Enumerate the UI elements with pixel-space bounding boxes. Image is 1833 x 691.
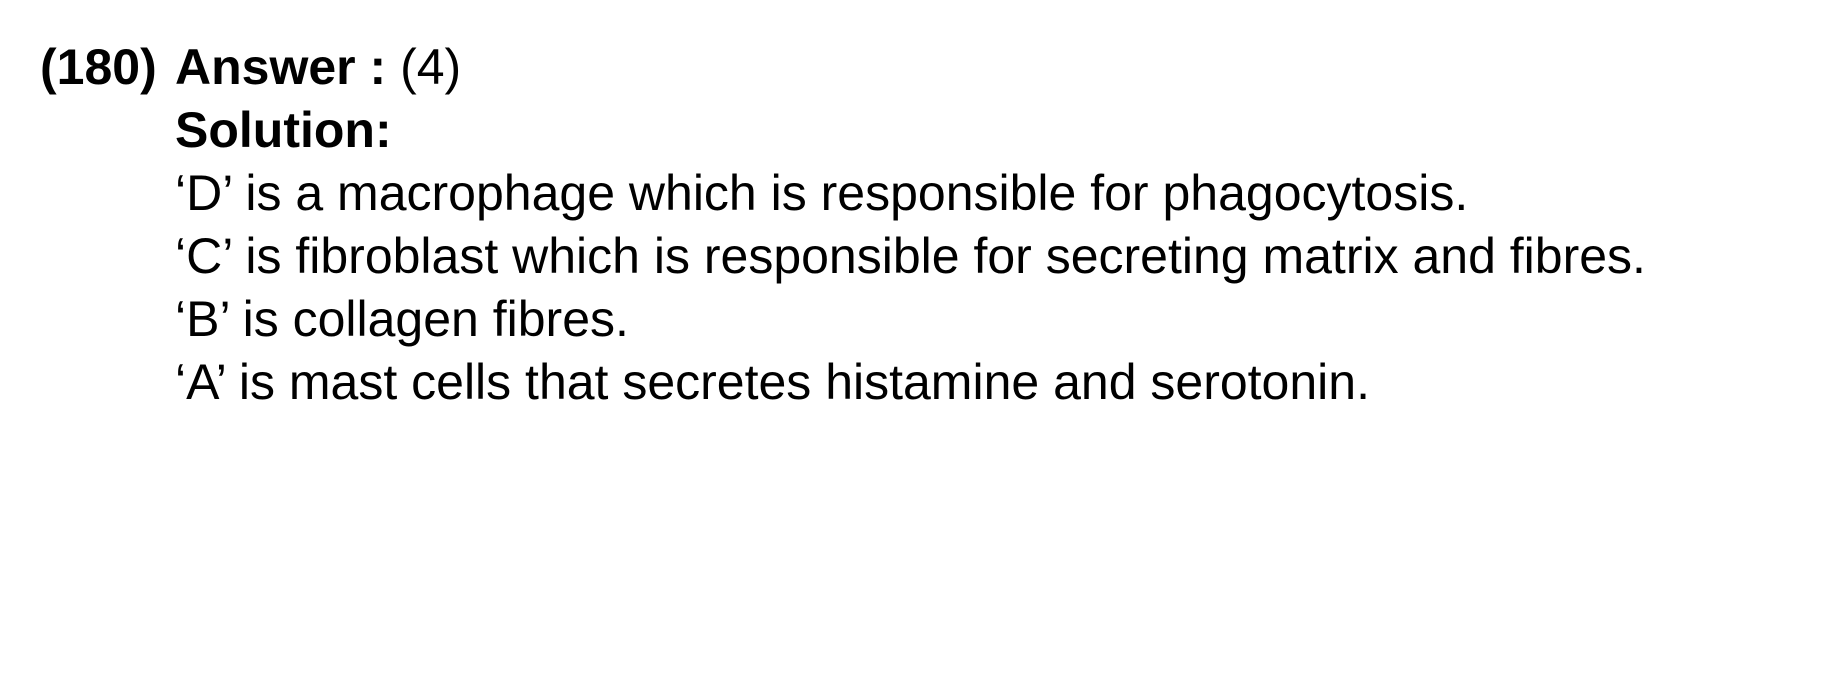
solution-line-d: ‘D’ is a macrophage which is responsible for phagocytosis.: [175, 165, 1469, 221]
question-number: (180): [40, 39, 157, 95]
answer-label: Answer :: [175, 39, 387, 95]
answer-line: [175, 36, 1646, 99]
solution-line-c: ‘C’ is fibroblast which is responsible for secreting matrix and fibres.: [175, 228, 1646, 284]
solution-line-a: ‘A’ is mast cells that secretes histamine and serotonin.: [175, 354, 1370, 410]
solution-heading: Solution:: [175, 102, 392, 158]
answer-value: (4): [400, 39, 462, 95]
answer-block: [175, 36, 1646, 414]
solution-line-b: ‘B’ is collagen fibres.: [175, 291, 629, 347]
